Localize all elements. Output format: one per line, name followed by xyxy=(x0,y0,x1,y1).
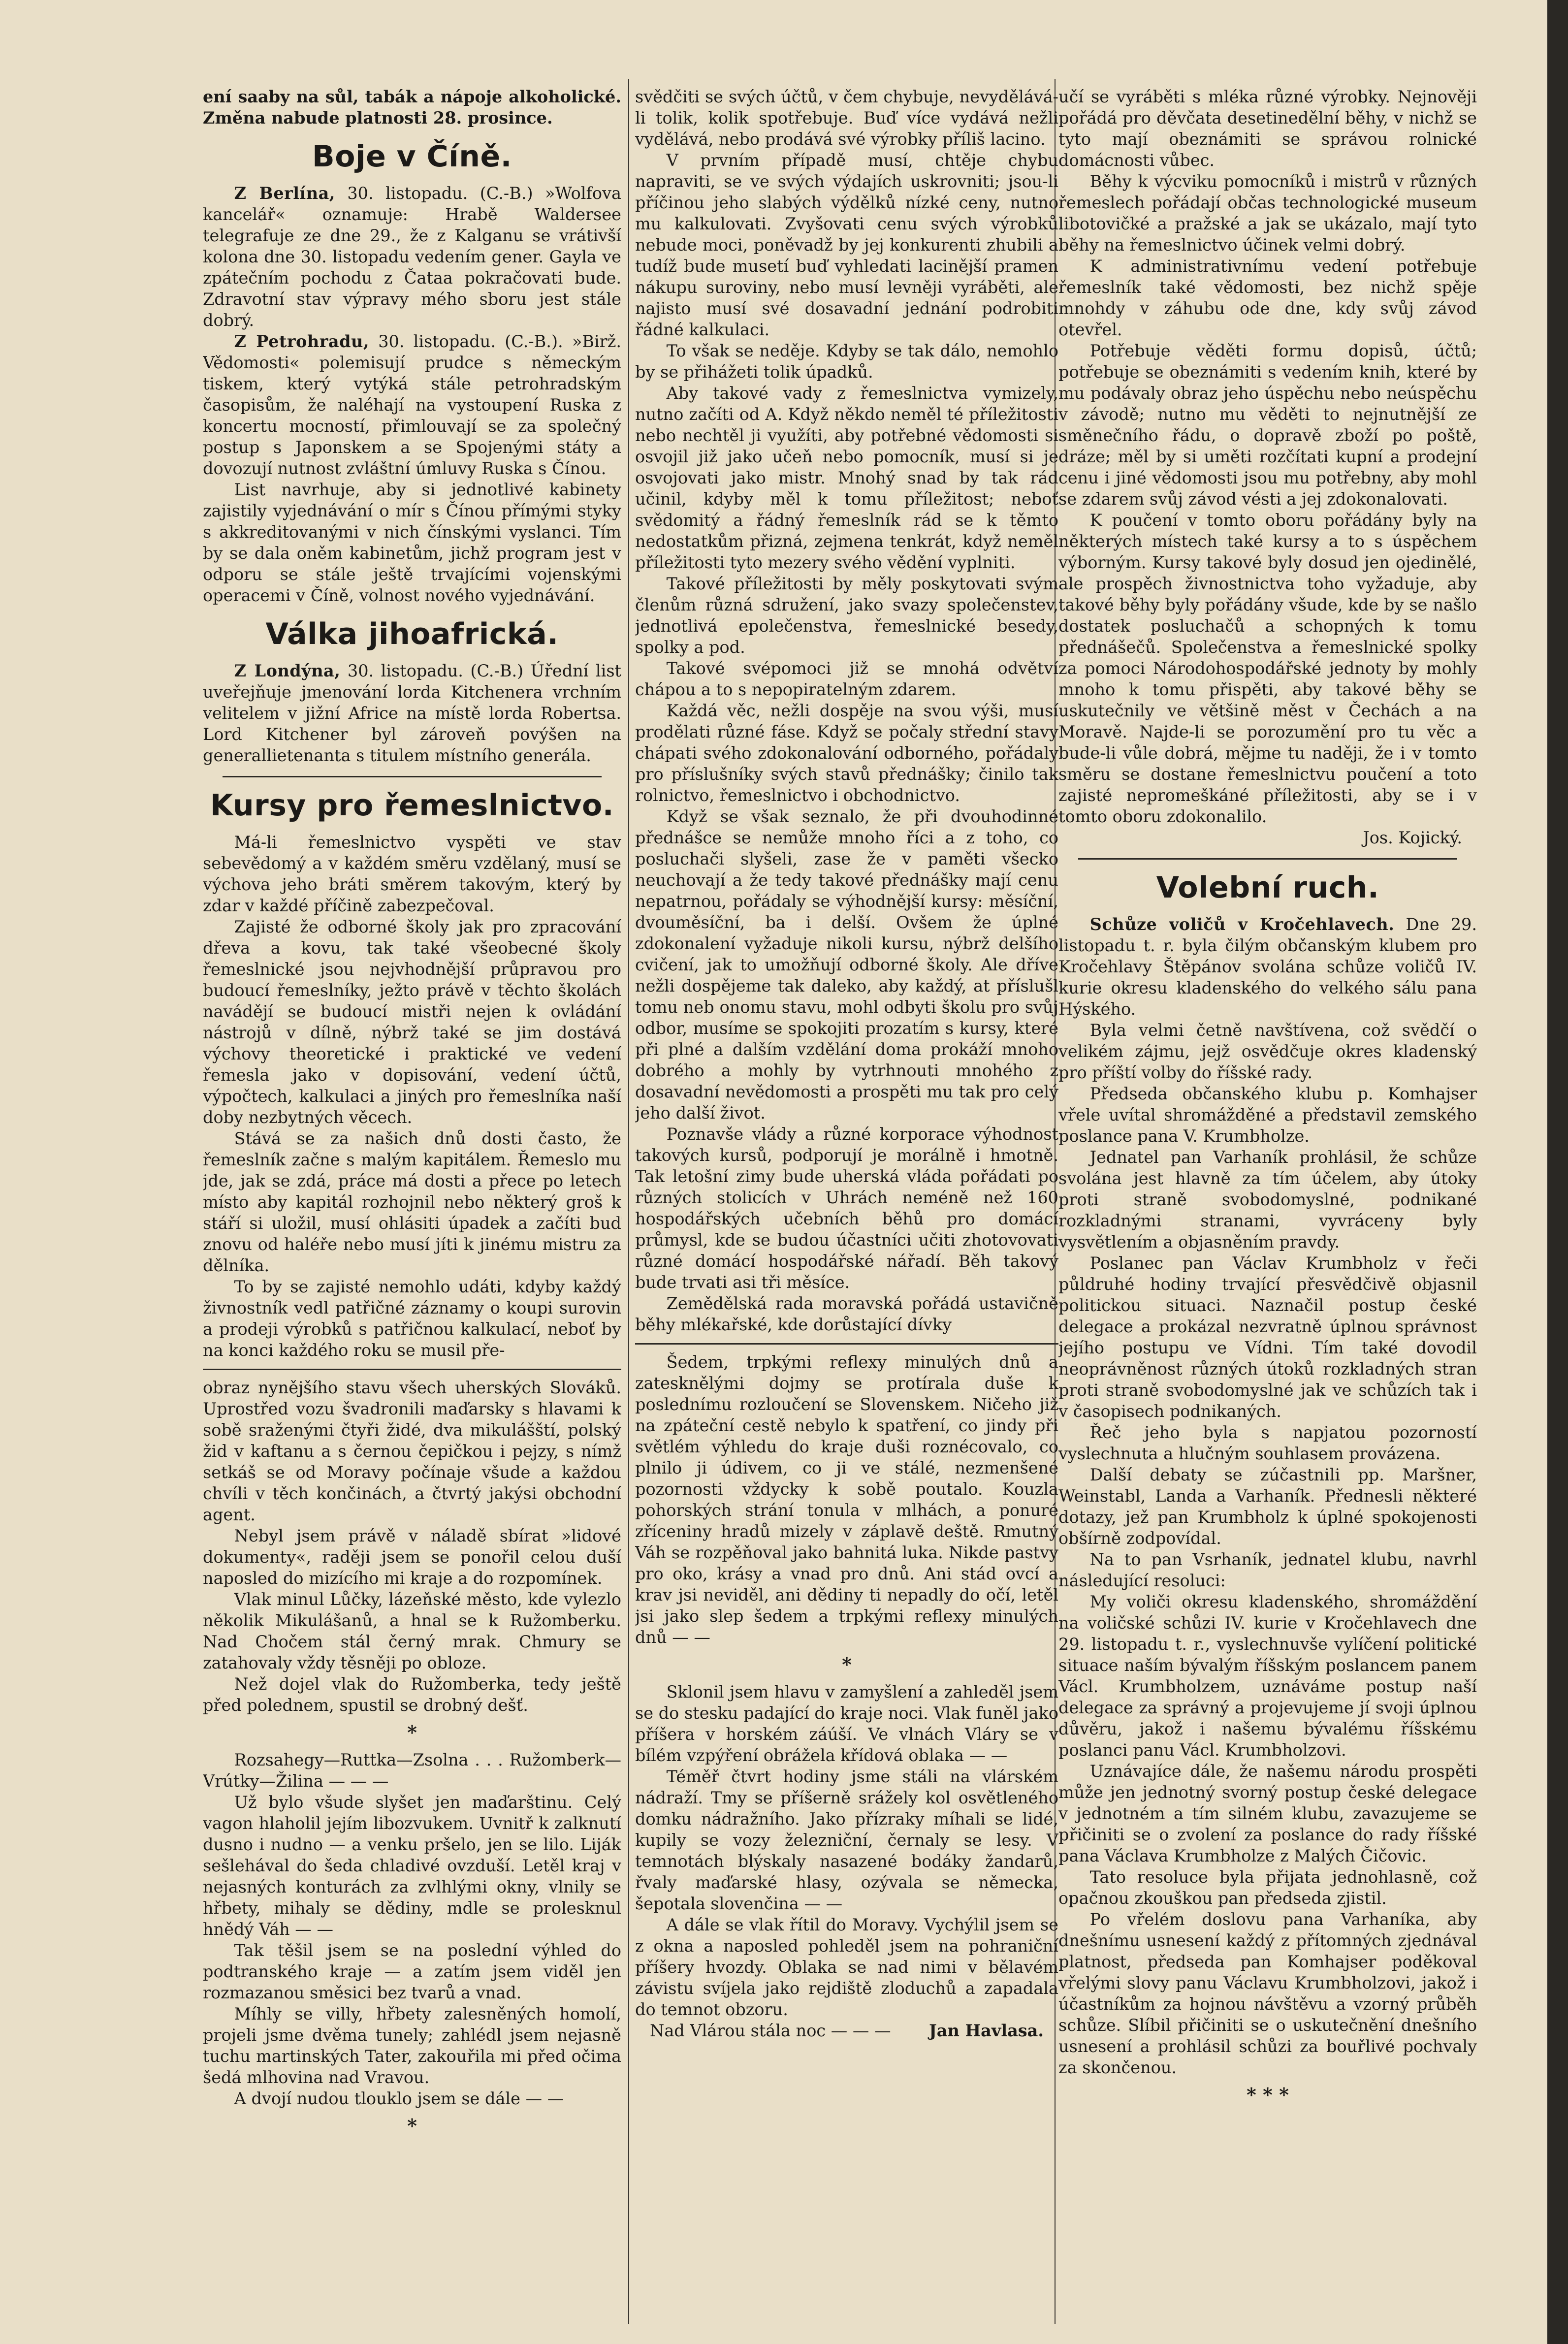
paragraph: Po vřelém doslovu pana Varhaníka, aby dnešnímu usnesení každý z přítomných zjednával platnost, předseda pan Komhajser poděkoval vřelými slovy panu Václavu Krumbholzovi, jakož i účastníkům za hojnou návštěvu a vzorný průběh schůze. Slíbil přičiniti se o uskutečnění dnešního usnesení a prohlásil schůzi za bouřlivé pochvaly za skončenou. xyxy=(1058,1910,1477,2077)
paragraph: Takové svépomoci již se mnohá odvětví chápou a to s nepopiratelným zdarem. xyxy=(635,659,1058,699)
author-signature: Jan Havlasa. xyxy=(928,2021,1044,2040)
feuilleton-divider xyxy=(203,1369,621,1370)
feuilleton-paragraph: Rozsahegy—Ruttka—Zsolna . . . Ružomberk—Vrútky—Žilina — — — xyxy=(203,1750,621,1791)
news-kroclehlavy xyxy=(1058,914,1477,1020)
news-text: 30. listopadu. (C.-B.) Úřední list uveřejňuje jmenování lorda Kitchenera vrchním velitelem v jižní Africe na místě lorda Robertsa. Lord Kitchener byl zároveň povýšen na generallietenanta s titulem místního generála. xyxy=(203,661,621,765)
resolution-text: Uznávajíce dále, že našemu národu prospěti může jen jednotný svorný postup české delegace v jednotném a tím silném klubu, zavazujeme se přičiniti se o zvolení za poslance do rady říšské pana Václava Krumbholze z Malých Čičovic. xyxy=(1058,1762,1477,1865)
news-petrohrad xyxy=(203,331,621,479)
dateline-petrohrad: Z Petrohradu, xyxy=(234,332,370,351)
paragraph: V prvním případě musí, chtěje chybu napraviti, se ve svých výdajích uskrovniti; jsou-li příčinou jeho slabých výdělků nízké ceny, nutno mu kalkulovati. Zvyšovati cenu svých výrobků nebude moci, poněvadž by jej konkurenti zhubili a tudíž bude musetí buď vyhledati lacinější pramen nákupu suroviny, nebo musí levněji vyráběti, ale najisto musí své dosavadní jednání podrobiti řádné kalkulaci. xyxy=(635,151,1058,339)
feuilleton-divider xyxy=(635,1343,1058,1345)
heading-kursy-pro-remeslnictvo: Kursy pro řemeslnictvo. xyxy=(210,788,614,823)
paragraph: Byla velmi četně navštívena, což svědčí o velikém zájmu, jejž osvědčuje okres kladenský pro příští volby do říšské rady. xyxy=(1058,1021,1477,1082)
feuilleton-paragraph: Nebyl jsem právě v náladě sbírat »lidové dokumenty«, raději jsem se ponořil celou duší naposled do mizícího mi kraje a do rozpomínek. xyxy=(203,1526,621,1588)
feuilleton-paragraph: Tak těšil jsem se na poslední výhled do podtranského kraje — a zatím jsem viděl jen rozmazanou směsici bez tvarů a vnad. xyxy=(203,1941,621,2002)
paragraph: Takové příležitosti by měly poskytovati svým členům různá sdružení, jako svazy společenstev, jednotlivá epolečenstva, řemeslnické besedy, spolky a pod. xyxy=(635,574,1058,657)
feuilleton-paragraph: Sklonil jsem hlavu v zamyšlení a zahleděl jsem se do stesku padající do kraje noci. Vlak funěl jako příšera v horském záúší. Ve vlnách Vláry se v bílém vzpýření obrážela křídová oblaka — — xyxy=(635,1682,1058,1765)
heading-boje-v-cine: Boje v Číně. xyxy=(312,139,512,174)
paragraph: Potřebuje věděti formu dopisů, účtů; potřebuje se obeznámiti s vedením knih, které by mu podávaly obraz jeho úspěchu nebo neúspěchu v závodě; nutno mu věděti to nejnutnější ze směnečního řádu, o dopravě zboží po poště, dráze; měl by si uměti rozčítati kupní a prodejní cenu i jiné vědomosti jsou mu potřebny, aby mohl se zdarem svůj závod vésti a jej zdokonalovati. xyxy=(1058,341,1477,509)
feuilleton-paragraph: Míhly se villy, hřbety zalesněných homolí, projeli jsme dvěma tunely; zahlédl jsem nejasně tuchu martinských Tater, zakouřila mi před očima šedá mlhovina nad Vravou. xyxy=(203,2004,621,2087)
section-asterisks: * * * xyxy=(1246,2084,1289,2106)
paragraph: Aby takové vady z řemeslnictva vymizely, nutno začíti od A. Když někdo neměl té příležitosti nebo nechtěl ji využíti, aby potřebné vědomosti si osvojil již jako učeň nebo pomocník, musí si je osvojovati jako mistr. Mnohý snad by tak rád učinil, kdyby měl k tomu příležitost; neboť svědomitý a řádný řemeslník rád se k těmto nedostatkům přizná, zejmena tenkrát, když neměl příležitosti tyto mezery svého vědění vyplniti. xyxy=(635,384,1058,572)
paragraph: To však se neděje. Kdyby se tak dálo, nemohlo by se přihážeti tolik úpadků. xyxy=(635,341,1058,382)
paragraph: Další debaty se zúčastnili pp. Maršner, Weinstabl, Landa a Varhaník. Přednesli některé dotazy, jež pan Krumbholz k úplné spokojenosti obšírně zodpovídal. xyxy=(1058,1465,1477,1548)
feuilleton-paragraph: Téměř čtvrt hodiny jsme stáli na vlárském nádraží. Tmy se příšerně srážely kol osvětleného domku nádražního. Jako přízraky míhali se lidé, kupily se vozy železniční, černaly se lesy. V temnotách blýskaly nasazené bodáky žandarů, řvaly maďarské hlasy, ozývala se německa, šepotala slovenčina — — xyxy=(635,1767,1058,1913)
column-1 xyxy=(203,86,621,2319)
news-berlin xyxy=(203,183,621,331)
paragraph: Zajisté že odborné školy jak pro zpracování dřeva a kovu, tak také všeobecné školy řemeslnické jsou nejvhodnější průpravou pro budoucí řemeslníky, ježto právě v těchto školách navádějí se budoucí mistři nejen k ovládání nástrojů v dílně, nýbrž také se jim dostává výchovy theoretické i praktické ve vedení řemesla jako v dopisování, vedení účtů, výpočtech, kalkulaci a jiných pro řemeslníka naší doby nezbytných věcech. xyxy=(203,917,621,1127)
paragraph: K administrativnímu vedení potřebuje řemeslník také vědomosti, bez nichž spěje mnohdy v záhubu ode dne, kdy svůj závod otevřel. xyxy=(1058,257,1477,339)
feuilleton-ending xyxy=(635,2020,1058,2041)
heading-valka-jihoafricka: Válka jihoafrická. xyxy=(265,617,559,651)
paragraph: učí se vyráběti s mléka různé výrobky. Nejnověji pořádá pro děvčata desetinedělní běhy, v nichž se tyto mají obeznámiti se správou rolnické domácnosti vůbec. xyxy=(1058,87,1477,170)
resolution-text: My voliči okresu kladenského, shromáždění na voličské schůzi IV. kurie v Kročehlavech dne 29. listopadu t. r., vyslechnuvše vylíčení politické situace naším bývalým říšským poslancem panem Václ. Krumbholzem, uznáváme postup naší delegace za správný a projevujeme jí svoji úplnou důvěru, jakož i našemu bývalému říšskému poslanci panu Václ. Krumbholzovi. xyxy=(1058,1592,1477,1760)
feuilleton-paragraph: A dále se vlak řítil do Moravy. Vychýlil jsem se z okna a naposled pohleděl jsem na pohraniční příšery hvozdy. Oblaka se nad nimi v bělavém závistu svíjela jako rejdiště zloduchů a zapadala do temnot obzoru. xyxy=(635,1915,1058,2019)
column-rule-1 xyxy=(628,79,629,2324)
section-asterisk: * xyxy=(407,2115,417,2137)
heading-volebni-ruch: Volební ruch. xyxy=(1156,870,1379,905)
section-asterisk: * xyxy=(842,1653,852,1675)
author-signature: Jos. Kojický. xyxy=(1363,828,1462,847)
feuilleton-paragraph: Šedem, trpkými reflexy minulých dnů a zatesknělými dojmy se protírala duše k poslednímu rozloučení se Slovenskem. Ničeho již na zpáteční cestě nebylo k spatření, co jindy při světlém výhledu do kraje duši roznécovalo, co plnilo ji údivem, co ji ve stálé, nezmenšené pozornosti vždycky k sobě poutalo. Kouzla pohorských strání tonula v mlhách, a ponuré zříceniny hradů mizely v záplavě deště. Rmutný Váh se rozpěňoval jako bahnitá luka. Nikde pastvy pro oko, krásy a vnad pro dnů. Ani stád ovcí a krav jsi neviděl, ani dědiny ti nepadly do očí, letěl jsi jako slep šedem a trpkými reflexy minulých dnů — — xyxy=(635,1352,1058,1647)
paragraph: Běhy k výcviku pomocníků i mistrů v různých řemeslech pořádají občas technologické museum libotovičké a pražské a jak se ukázalo, mají tyto běhy na řemeslnictvo účinek velmi dobrý. xyxy=(1058,172,1477,255)
section-asterisk: * xyxy=(407,1721,417,1743)
feuilleton-paragraph: Vlak minul Lůčky, lázeňské město, kde vylezlo několik Mikulášanů, a hnal se k Ružomberku. Nad Chočem stál černý mrak. Chmury se zatahovaly vždy těsněji po obloze. xyxy=(203,1590,621,1672)
closing-line: Nad Vlárou stála noc — — — xyxy=(650,2021,891,2040)
feuilleton-paragraph: Už bylo všude slyšet jen maďarštinu. Celý vagon hlaholil jejím libozvukem. Uvnitř k zalknutí dusno i nudno — a venku pršelo, jen se lilo. Liják sešlehával do šeda chladivé ovzduší. Letěl kraj v nejasných konturách za zvlhlými okny, vlnily se hřbety, mihaly se dědiny, mdle se prolesknul hnědý Váh — — xyxy=(203,1793,621,1939)
paragraph: Poznavše vlády a různé korporace výhodnost takových kursů, podporují je morálně i hmotně. Tak letošní zimy bude uherská vláda pořádati po různých stolicích v Uhrách neméně než 160 hospodářských učebních běhů pro domácí průmysl, kde se budou účastníci učiti zhotovovati různé domácí hospodářské nářadí. Běh takový bude trvati asi tři měsíce. xyxy=(635,1124,1058,1292)
dateline-london: Z Londýna, xyxy=(234,661,341,680)
feuilleton-paragraph: Než dojel vlak do Ružomberka, tedy ještě před polednem, spustil se drobný dešť. xyxy=(203,1674,621,1715)
paragraph: Poslanec pan Václav Krumbholz v řeči půldruhé hodiny trvající přesvědčivě objasnil politickou situaci. Naznačil postup české delegace a prokázal nezvratně úplnou správnost jejího postupu ve Vídni. Tím také dovodil neoprávněnost různých útoků rozkladných stran proti straně svobodomyslné jak ve schůzích tak i v časopisech podnikaných. xyxy=(1058,1253,1477,1421)
news-text: Dne 29. listopadu t. r. byla čilým občanským klubem pro Kročehlavy Štěpánov svolána schůze voličů IV. kurie okresu kladenského do velkého sálu pana Hýského. xyxy=(1058,915,1477,1019)
paragraph: List navrhuje, aby si jednotlivé kabinety zajistily vyjednávání o mír s Čínou přímými styky s akkreditovanými v nich čínskými vyslanci. Tím by se dala oněm kabinetům, jichž program jest v odporu se stále ještě trvajícími vojenskými operacemi v Číně, volnost nového vyjednávání. xyxy=(203,480,621,605)
news-text: 30. listopadu. (C.-B.). »Birž. Vědomosti« polemisují prudce s německým tiskem, který vytýká stále petrohradským časopisům, že naléhají na vystoupení Ruska z koncertu mocností, přimlouvají se za společný postup s Japonskem a se Spojenými státy a dovozují nutnost zvláštní úmluvy Ruska s Čínou. xyxy=(203,332,621,478)
page-edge-shadow xyxy=(1547,0,1568,2344)
section-divider xyxy=(1078,858,1457,860)
paragraph: Předseda občanského klubu p. Komhajser vřele uvítal shromážděné a představil zemského poslance pana V. Krumbholze. xyxy=(1058,1084,1477,1146)
news-text: 30. listopadu. (C.-B.) »Wolfova kancelář« oznamuje: Hrabě Waldersee telegrafuje ze dne 29., že z Kalganu se vrátivší kolona dne 30. listopadu vedením gener. Gayla ve zpátečním pochodu z Čataa pokračovati bude. Zdravotní stav výpravy mého sboru jest stále dobrý. xyxy=(203,184,621,330)
paragraph: Jednatel pan Varhaník prohlásil, že schůze svolána jest hlavně za tím účelem, aby útoky proti straně svobodomyslné, podnikané rozkladnými stranami, vyvráceny byly vysvětlením a objasněním pravdy. xyxy=(1058,1148,1477,1252)
subheading-schuze-volicu: Schůze voličů v Kročehlavech. xyxy=(1089,915,1395,934)
paragraph: ení saaby na sůl, tabák a nápoje alkoholické. Změna nabude platnosti 28. prosince. xyxy=(203,87,621,128)
paragraph: Když se však seznalo, že při dvouhodinné přednášce se nemůže mnoho říci a z toho, co posluchači slyšeli, zase že v paměti všecko neuchovají a že tedy takové přednášky mají cenu nepatrnou, pořádaly se výhodnější kursy: měsíční, dvouměsíční, ba i delší. Ovšem že úplné zdokonalení vyžaduje nikoli kursu, nýbrž delšího cvičení, jak to umožňují odborné školy. Ale dříve nežli dospějeme tak daleko, aby každý, at příslušl tomu neb onomu stavu, mohl odbyti školu pro svůj odbor, musíme se spokojiti prozatím s kursy, které při plné a dalším vzdělání doma prokáží mnoho dobrého a mohly by vytrhnouti mnohého z dosavadní nevědomosti a prospěti mu tak pro celý jeho další život. xyxy=(635,807,1058,1123)
column-3 xyxy=(1058,86,1477,2319)
paragraph: Na to pan Vsrhaník, jednatel klubu, navrhl následující resoluci: xyxy=(1058,1550,1477,1590)
dateline-berlin: Z Berlína, xyxy=(234,184,335,203)
paragraph: Stává se za našich dnů dosti často, že řemeslník začne s malým kapitálem. Řemeslo mu jde, jak se zdá, práce má dosti a přece po letech místo aby kapitál rozhojnil nebo některý groš k stáří si uložil, musí ohlásiti úpadek a začíti buď znovu od haléře nebo musí jíti k jinému mistru za dělníka. xyxy=(203,1129,621,1275)
news-london xyxy=(203,660,621,766)
paragraph: svědčiti se svých účtů, v čem chybuje, nevydělává-li tolik, kolik spotřebuje. Buď více vydává nežli vydělává, nebo prodává své výrobky příliš lacino. xyxy=(635,87,1058,149)
paragraph: Řeč jeho byla s napjatou pozorností vyslechnuta a hlučným souhlasem provázena. xyxy=(1058,1423,1477,1463)
paragraph: Má-li řemeslnictvo vyspěti ve stav sebevědomý a v každém směru vzdělaný, musí se výchova jeho bráti směrem takovým, který by zdar v každé příčině zabezpečoval. xyxy=(203,833,621,915)
paragraph: Zemědělská rada moravská pořádá ustavičně běhy mlékařské, kde dorůstající dívky xyxy=(635,1294,1058,1334)
feuilleton-paragraph: A dvojí nudou tlouklo jsem se dále — — xyxy=(234,2089,564,2108)
feuilleton-paragraph: obraz nynějšího stavu všech uherských Slováků. Uprostřed vozu švadronili maďarsky s hlavami k sobě sraženými čtyři židé, dva mikulášští, polský žid v kaftanu a s černou čepičkou i pejzy, s nímž setkáš se od Moravy počínaje všude a každou chvíli v těch končinách, a čtvrtý jakýsi obchodní agent. xyxy=(203,1378,621,1524)
paragraph: To by se zajisté nemohlo udáti, kdyby každý živnostník vedl patřičné záznamy o koupi surovin a prodeji výrobků s patřičnou kalkulací, neboť by na konci každého roku se musil pře- xyxy=(203,1277,621,1360)
paragraph: K poučení v tomto oboru pořádány byly na některých místech také kursy a to s úspěchem výborným. Kursy takové byly dosud jen ojedinělé, ale prospěch živnostnictva toho vyžaduje, aby takové běhy byly pořádány všude, kde by se našlo dostatek posluchačů a schopných k tomu přednášečů. Společenstva a řemeslnické spolky za pomoci Národohospodářské jednoty by mohly mnoho k tomu přispěti, aby takové běhy se uskutečnily ve většině měst v Čechách a na Moravě. Najde-li se porozumění pro tu věc a bude-li vůle dobrá, mějme tu naději, že i v tomto směru se dostane řemeslnictvu poučení a toto zajisté nepromeškáné příležitosti, aby se i v tomto oboru zdokonalilo. xyxy=(1058,511,1477,826)
column-2 xyxy=(635,86,1058,2319)
paragraph: Každá věc, nežli dospěje na svou výši, musí prodělati různé fáse. Když se počaly střední stavy chápati svého zdokonalování odborného, pořádaly pro příslušníky svých stavů přednášky; činilo tak rolnictvo, řemeslnictvo i obchodnictvo. xyxy=(635,701,1058,805)
section-divider xyxy=(223,776,602,777)
paragraph: Tato resoluce byla přijata jednohlasně, což opačnou zkouškou pan předseda zjistil. xyxy=(1058,1867,1477,1908)
